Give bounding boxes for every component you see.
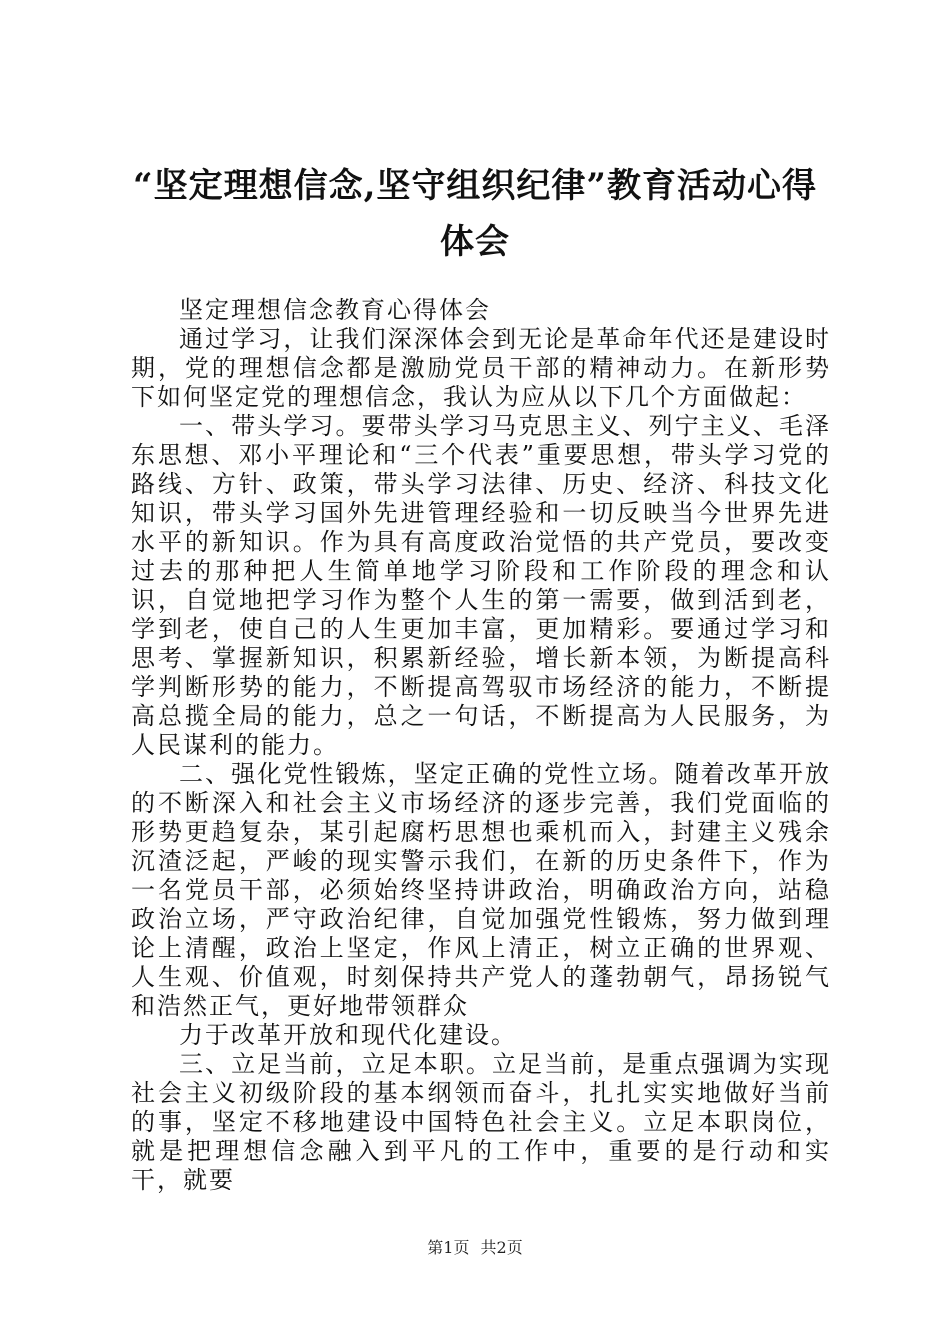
paragraph-point-2: 二、强化党性锻炼，坚定正确的党性立场。随着改革开放的不断深入和社会主义市场经济的逐步完善，我们党面临的形势更趋复杂，某引起腐朽思想也乘机而入，封建主义残余沉渣泛起，严峻的现实警示我们，在新的历史条件下，作为一名党员干部，必须始终坚持讲政治，明确政治方向，站稳政治立场，严守政治纪律，自觉加强党性锻炼，努力做到理论上清醒，政治上坚定，作风上清正，树立正确的世界观、人生观、价值观，时刻保持共产党人的蓬勃朝气，昂扬锐气和浩然正气，更好地带领群众 — [131, 760, 831, 1020]
paragraph-subtitle: 坚定理想信念教育心得体会 — [179, 296, 491, 324]
document-body — [131, 296, 831, 1195]
page-number: 第1页 — [427, 1238, 470, 1257]
page-total: 共2页 — [480, 1238, 523, 1257]
paragraph-point-3: 三、立足当前，立足本职。立足当前，是重点强调为实现社会主义初级阶段的基本纲领而奋斗，扎扎实实地做好当前的事，坚定不移地建设中国特色社会主义。立足本职岗位，就是把理想信念融入到平凡的工作中，重要的是行动和实干，就要 — [131, 1050, 831, 1194]
paragraph-continuation: 力于改革开放和现代化建设。 — [179, 1021, 517, 1049]
page-footer — [0, 1238, 950, 1258]
document-title: “坚定理想信念,坚守组织纪律”教育活动心得体会 — [133, 166, 817, 262]
paragraph-intro: 通过学习，让我们深深体会到无论是革命年代还是建设时期，党的理想信念都是激励党员干部的精神动力。在新形势下如何坚定党的理想信念，我认为应从以下几个方面做起： — [131, 325, 831, 411]
paragraph-point-1: 一、带头学习。要带头学习马克思主义、列宁主义、毛泽东思想、邓小平理论和“三个代表”重要思想，带头学习党的路线、方针、政策，带头学习法律、历史、经济、科技文化知识，带头学习国外先进管理经验和一切反映当今世界先进水平的新知识。作为具有高度政治觉悟的共产党员，要改变过去的那种把人生简单地学习阶段和工作阶段的理念和认识，自觉地把学习作为整个人生的第一需要，做到活到老，学到老，使自己的人生更加丰富，更加精彩。要通过学习和思考、掌握新知识，积累新经验，增长新本领，为断提高科学判断形势的能力，不断提高驾驭市场经济的能力，不断提高总揽全局的能力，总之一句话，不断提高为人民服务，为人民谋利的能力。 — [131, 412, 831, 759]
